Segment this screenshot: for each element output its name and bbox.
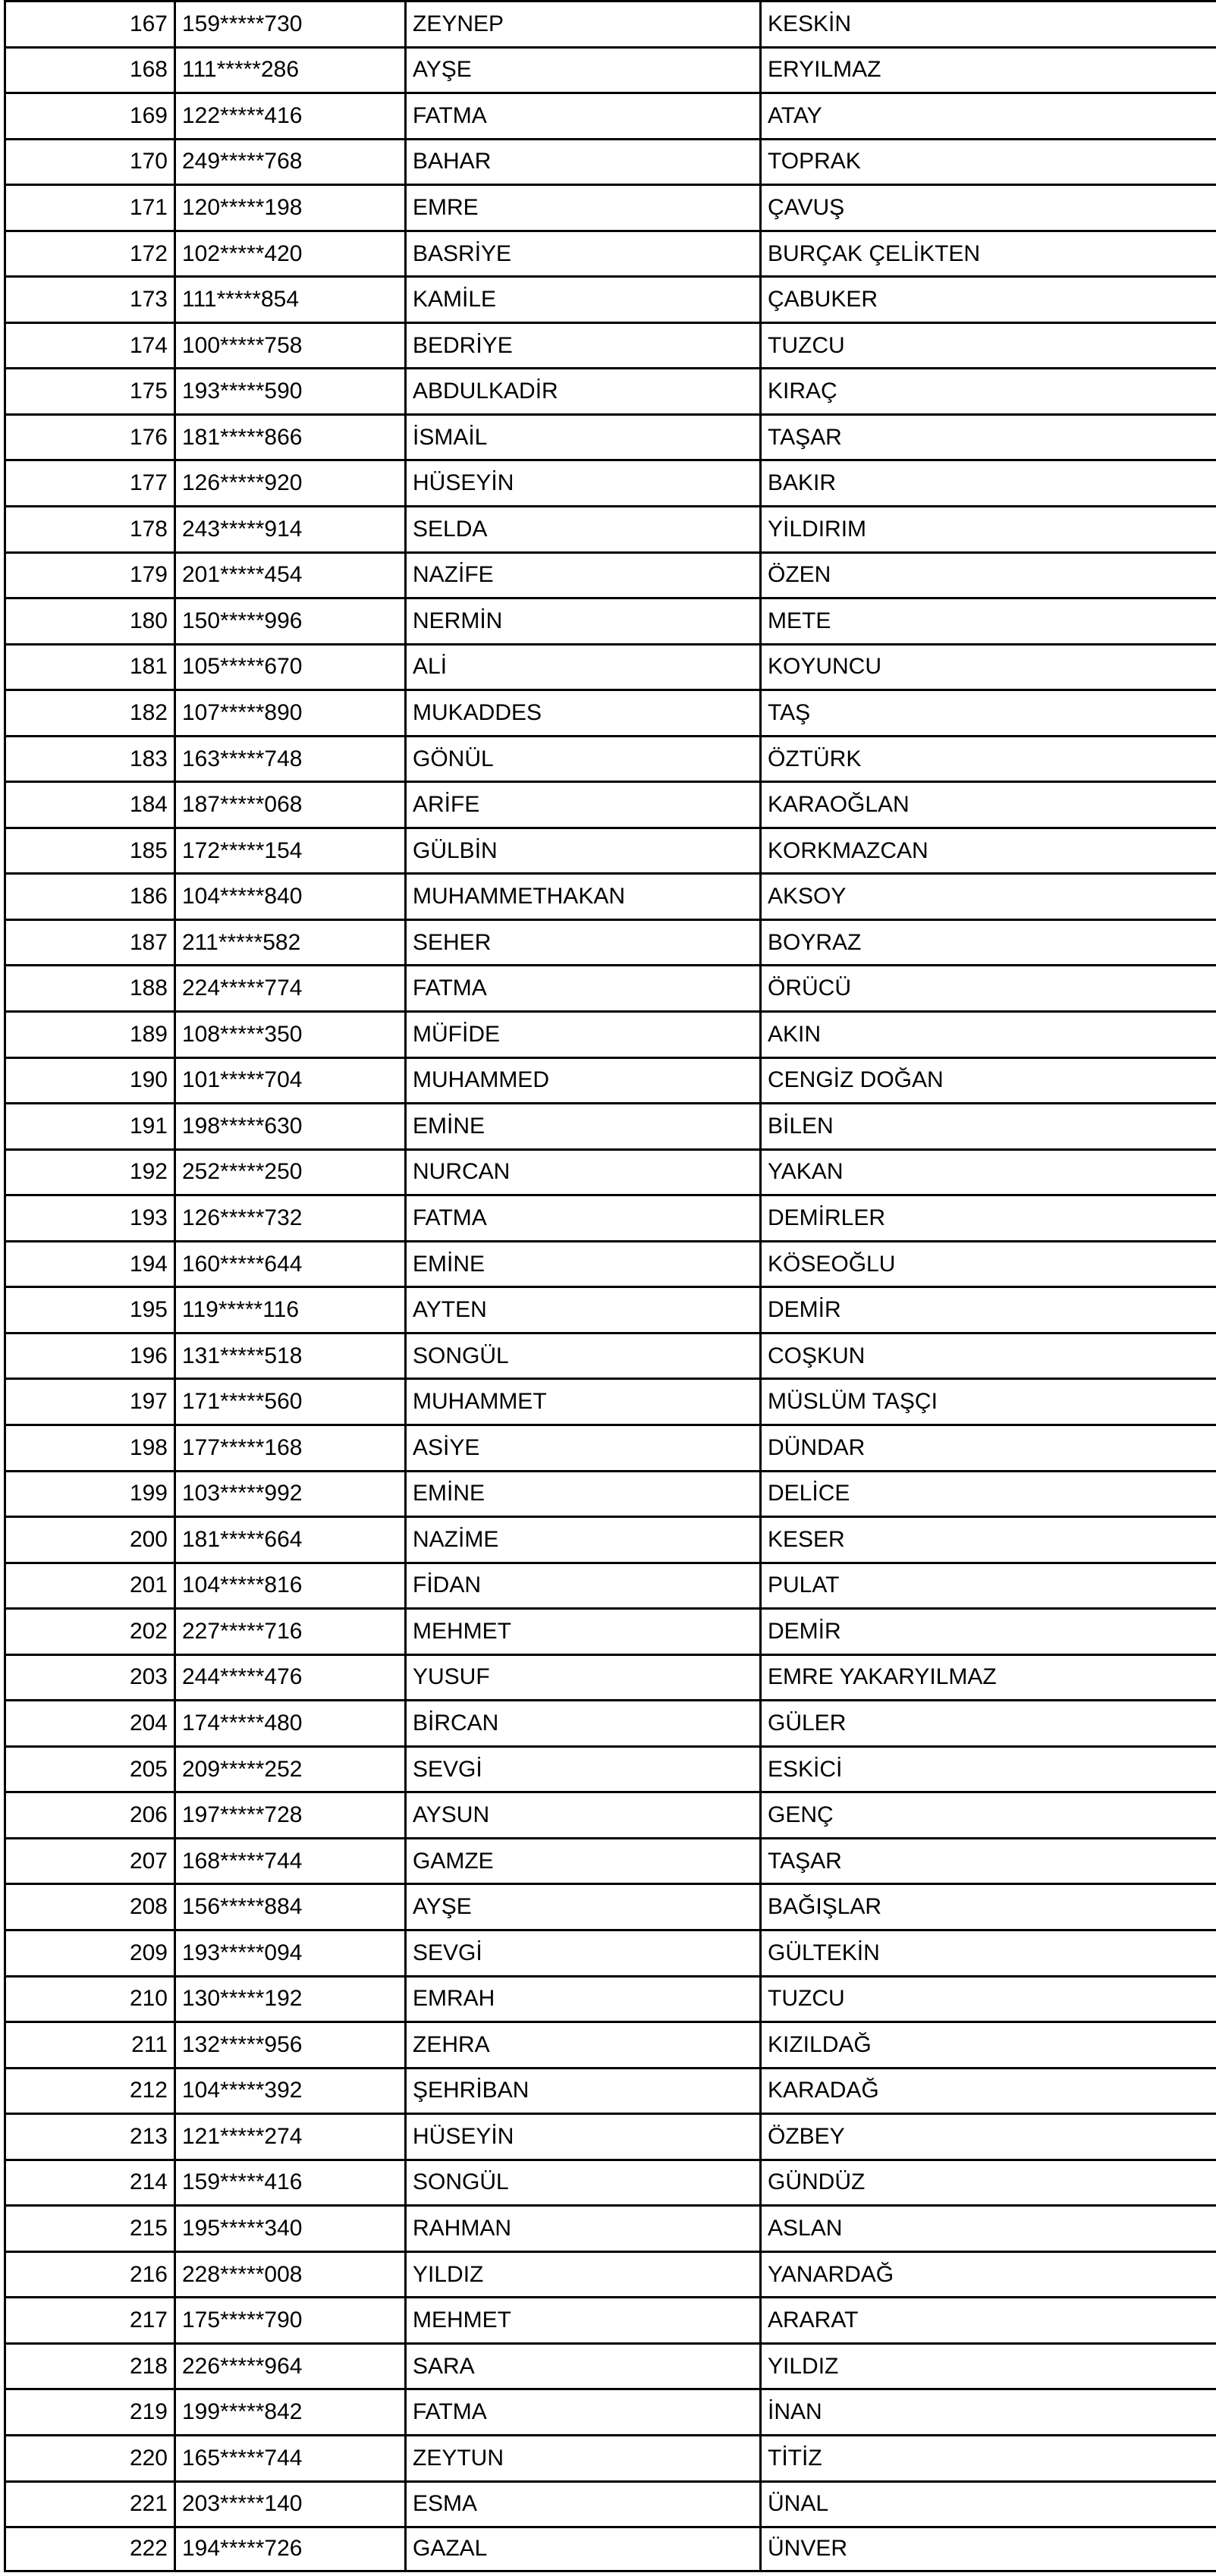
row-index-cell: 175: [4, 367, 174, 413]
row-surname-cell: TAŞAR: [759, 413, 1216, 460]
table-row: [4, 964, 1216, 1010]
table-row: [4, 1516, 1216, 1562]
row-id-cell: 130*****192: [174, 1975, 404, 2022]
row-index-cell: 212: [4, 2067, 174, 2113]
row-id-cell: 132*****956: [174, 2021, 404, 2067]
row-surname-cell: YAKAN: [759, 1148, 1216, 1195]
row-name-cell: SARA: [404, 2342, 759, 2389]
row-name-cell: MEHMET: [404, 2296, 759, 2342]
table-row: [4, 1057, 1216, 1103]
row-index-cell: 182: [4, 689, 174, 735]
row-surname-cell: ÖRÜCÜ: [759, 964, 1216, 1010]
row-index-cell: 169: [4, 92, 174, 138]
records-table: [4, 0, 1216, 2572]
row-surname-cell: TİTİZ: [759, 2434, 1216, 2480]
row-id-cell: 168*****744: [174, 1837, 404, 1883]
row-surname-cell: ÇABUKER: [759, 275, 1216, 322]
row-id-cell: 150*****996: [174, 597, 404, 643]
row-surname-cell: ESKİCİ: [759, 1745, 1216, 1792]
row-id-cell: 175*****790: [174, 2296, 404, 2342]
row-name-cell: AYŞE: [404, 46, 759, 93]
table-row: [4, 1929, 1216, 1975]
table-row: [4, 1883, 1216, 1929]
row-name-cell: NERMİN: [404, 597, 759, 643]
row-index-cell: 196: [4, 1332, 174, 1378]
table-row: [4, 2296, 1216, 2342]
row-surname-cell: AKIN: [759, 1010, 1216, 1057]
table-row: [4, 2021, 1216, 2067]
row-surname-cell: ATAY: [759, 92, 1216, 138]
row-surname-cell: KORKMAZCAN: [759, 827, 1216, 873]
table-row: [4, 735, 1216, 781]
row-index-cell: 197: [4, 1378, 174, 1424]
row-surname-cell: ÖZEN: [759, 551, 1216, 598]
row-surname-cell: ÜNAL: [759, 2480, 1216, 2527]
row-surname-cell: TOPRAK: [759, 138, 1216, 184]
table-row: [4, 643, 1216, 690]
row-id-cell: 244*****476: [174, 1654, 404, 1700]
row-name-cell: AYSUN: [404, 1791, 759, 1837]
row-surname-cell: ERYILMAZ: [759, 46, 1216, 93]
table-row: [4, 322, 1216, 368]
row-name-cell: ARİFE: [404, 781, 759, 827]
row-surname-cell: KESKİN: [759, 0, 1216, 46]
row-index-cell: 189: [4, 1010, 174, 1057]
row-index-cell: 167: [4, 0, 174, 46]
row-surname-cell: KOYUNCU: [759, 643, 1216, 690]
row-index-cell: 214: [4, 2159, 174, 2205]
row-id-cell: 252*****250: [174, 1148, 404, 1195]
row-index-cell: 215: [4, 2204, 174, 2251]
row-index-cell: 221: [4, 2480, 174, 2527]
row-index-cell: 206: [4, 1791, 174, 1837]
row-index-cell: 185: [4, 827, 174, 873]
row-name-cell: SONGÜL: [404, 1332, 759, 1378]
row-surname-cell: ÖZTÜRK: [759, 735, 1216, 781]
row-surname-cell: GÜNDÜZ: [759, 2159, 1216, 2205]
row-index-cell: 202: [4, 1607, 174, 1654]
row-id-cell: 194*****726: [174, 2526, 404, 2572]
row-name-cell: NURCAN: [404, 1148, 759, 1195]
row-surname-cell: AKSOY: [759, 872, 1216, 919]
row-id-cell: 121*****274: [174, 2113, 404, 2159]
row-index-cell: 220: [4, 2434, 174, 2480]
row-index-cell: 209: [4, 1929, 174, 1975]
row-index-cell: 168: [4, 46, 174, 93]
row-index-cell: 219: [4, 2388, 174, 2434]
row-id-cell: 197*****728: [174, 1791, 404, 1837]
row-index-cell: 176: [4, 413, 174, 460]
row-id-cell: 224*****774: [174, 964, 404, 1010]
row-index-cell: 205: [4, 1745, 174, 1792]
row-name-cell: FATMA: [404, 964, 759, 1010]
row-index-cell: 213: [4, 2113, 174, 2159]
row-surname-cell: DEMİR: [759, 1286, 1216, 1332]
row-index-cell: 194: [4, 1240, 174, 1286]
table-row: [4, 1332, 1216, 1378]
row-name-cell: MUKADDES: [404, 689, 759, 735]
row-surname-cell: ARARAT: [759, 2296, 1216, 2342]
row-id-cell: 103*****992: [174, 1470, 404, 1516]
table-row: [4, 2388, 1216, 2434]
table-row: [4, 1286, 1216, 1332]
table-row: [4, 367, 1216, 413]
row-id-cell: 249*****768: [174, 138, 404, 184]
row-surname-cell: DEMİRLER: [759, 1194, 1216, 1240]
row-index-cell: 170: [4, 138, 174, 184]
row-id-cell: 181*****664: [174, 1516, 404, 1562]
row-name-cell: ŞEHRİBAN: [404, 2067, 759, 2113]
table-row: [4, 1148, 1216, 1195]
table-row: [4, 872, 1216, 919]
row-id-cell: 193*****094: [174, 1929, 404, 1975]
row-index-cell: 204: [4, 1699, 174, 1745]
row-name-cell: SONGÜL: [404, 2159, 759, 2205]
row-index-cell: 183: [4, 735, 174, 781]
row-name-cell: ASİYE: [404, 1424, 759, 1470]
row-index-cell: 188: [4, 964, 174, 1010]
table-row: [4, 46, 1216, 93]
row-index-cell: 180: [4, 597, 174, 643]
row-surname-cell: DÜNDAR: [759, 1424, 1216, 1470]
row-name-cell: ZEYNEP: [404, 0, 759, 46]
row-surname-cell: GENÇ: [759, 1791, 1216, 1837]
row-name-cell: GAMZE: [404, 1837, 759, 1883]
row-index-cell: 187: [4, 919, 174, 965]
table-row: [4, 2159, 1216, 2205]
row-id-cell: 163*****748: [174, 735, 404, 781]
table-row: [4, 1194, 1216, 1240]
table-row: [4, 0, 1216, 46]
row-surname-cell: BAKIR: [759, 459, 1216, 505]
row-index-cell: 186: [4, 872, 174, 919]
row-id-cell: 201*****454: [174, 551, 404, 598]
table-row: [4, 1699, 1216, 1745]
table-row: [4, 689, 1216, 735]
row-surname-cell: DEMİR: [759, 1607, 1216, 1654]
table-row: [4, 2251, 1216, 2297]
row-name-cell: MUHAMMET: [404, 1378, 759, 1424]
row-name-cell: BİRCAN: [404, 1699, 759, 1745]
row-surname-cell: KIZILDAĞ: [759, 2021, 1216, 2067]
row-surname-cell: GÜLTEKİN: [759, 1929, 1216, 1975]
table-row: [4, 1837, 1216, 1883]
row-id-cell: 122*****416: [174, 92, 404, 138]
row-id-cell: 104*****392: [174, 2067, 404, 2113]
row-id-cell: 181*****866: [174, 413, 404, 460]
row-surname-cell: COŞKUN: [759, 1332, 1216, 1378]
row-surname-cell: İNAN: [759, 2388, 1216, 2434]
row-index-cell: 201: [4, 1562, 174, 1608]
table-row: [4, 1010, 1216, 1057]
table-row: [4, 2113, 1216, 2159]
row-id-cell: 156*****884: [174, 1883, 404, 1929]
row-name-cell: HÜSEYİN: [404, 459, 759, 505]
row-name-cell: SEVGİ: [404, 1929, 759, 1975]
row-name-cell: NAZİME: [404, 1516, 759, 1562]
row-surname-cell: METE: [759, 597, 1216, 643]
row-surname-cell: DELİCE: [759, 1470, 1216, 1516]
row-name-cell: HÜSEYİN: [404, 2113, 759, 2159]
row-surname-cell: MÜSLÜM TAŞÇI: [759, 1378, 1216, 1424]
row-name-cell: BEDRİYE: [404, 322, 759, 368]
row-surname-cell: ÖZBEY: [759, 2113, 1216, 2159]
table-row: [4, 2342, 1216, 2389]
row-index-cell: 191: [4, 1102, 174, 1148]
row-id-cell: 227*****716: [174, 1607, 404, 1654]
row-surname-cell: GÜLER: [759, 1699, 1216, 1745]
row-id-cell: 199*****842: [174, 2388, 404, 2434]
row-id-cell: 159*****730: [174, 0, 404, 46]
row-surname-cell: BOYRAZ: [759, 919, 1216, 965]
row-surname-cell: YANARDAĞ: [759, 2251, 1216, 2297]
row-name-cell: EMRE: [404, 184, 759, 230]
row-id-cell: 105*****670: [174, 643, 404, 690]
row-id-cell: 165*****744: [174, 2434, 404, 2480]
row-index-cell: 178: [4, 505, 174, 551]
row-index-cell: 173: [4, 275, 174, 322]
row-index-cell: 203: [4, 1654, 174, 1700]
row-id-cell: 100*****758: [174, 322, 404, 368]
row-name-cell: MUHAMMETHAKAN: [404, 872, 759, 919]
row-name-cell: İSMAİL: [404, 413, 759, 460]
table-row: [4, 92, 1216, 138]
row-surname-cell: EMRE YAKARYILMAZ: [759, 1654, 1216, 1700]
table-row: [4, 230, 1216, 276]
row-name-cell: NAZİFE: [404, 551, 759, 598]
row-index-cell: 181: [4, 643, 174, 690]
table-row: [4, 1424, 1216, 1470]
row-surname-cell: KARAOĞLAN: [759, 781, 1216, 827]
table-row: [4, 1562, 1216, 1608]
row-id-cell: 101*****704: [174, 1057, 404, 1103]
table-row: [4, 597, 1216, 643]
row-name-cell: SEHER: [404, 919, 759, 965]
row-name-cell: FATMA: [404, 92, 759, 138]
row-name-cell: SEVGİ: [404, 1745, 759, 1792]
row-name-cell: FATMA: [404, 1194, 759, 1240]
row-id-cell: 159*****416: [174, 2159, 404, 2205]
row-surname-cell: TUZCU: [759, 322, 1216, 368]
row-name-cell: RAHMAN: [404, 2204, 759, 2251]
row-index-cell: 179: [4, 551, 174, 598]
row-name-cell: MUHAMMED: [404, 1057, 759, 1103]
row-name-cell: SELDA: [404, 505, 759, 551]
row-index-cell: 216: [4, 2251, 174, 2297]
table-row: [4, 1102, 1216, 1148]
row-surname-cell: YILDIZ: [759, 2342, 1216, 2389]
row-name-cell: ZEHRA: [404, 2021, 759, 2067]
table-row: [4, 2067, 1216, 2113]
table-row: [4, 459, 1216, 505]
row-id-cell: 228*****008: [174, 2251, 404, 2297]
table-row: [4, 827, 1216, 873]
row-name-cell: BAHAR: [404, 138, 759, 184]
table-row: [4, 1240, 1216, 1286]
row-id-cell: 119*****116: [174, 1286, 404, 1332]
row-surname-cell: BURÇAK ÇELİKTEN: [759, 230, 1216, 276]
row-id-cell: 160*****644: [174, 1240, 404, 1286]
row-surname-cell: KARADAĞ: [759, 2067, 1216, 2113]
row-name-cell: EMRAH: [404, 1975, 759, 2022]
table-row: [4, 1607, 1216, 1654]
row-surname-cell: KIRAÇ: [759, 367, 1216, 413]
table-row: [4, 184, 1216, 230]
row-surname-cell: BAĞIŞLAR: [759, 1883, 1216, 1929]
row-surname-cell: TUZCU: [759, 1975, 1216, 2022]
row-surname-cell: CENGİZ DOĞAN: [759, 1057, 1216, 1103]
row-index-cell: 198: [4, 1424, 174, 1470]
table-row: [4, 551, 1216, 598]
row-index-cell: 210: [4, 1975, 174, 2022]
row-id-cell: 126*****732: [174, 1194, 404, 1240]
row-index-cell: 193: [4, 1194, 174, 1240]
table-row: [4, 1791, 1216, 1837]
row-name-cell: MEHMET: [404, 1607, 759, 1654]
row-id-cell: 195*****340: [174, 2204, 404, 2251]
row-index-cell: 217: [4, 2296, 174, 2342]
row-name-cell: AYTEN: [404, 1286, 759, 1332]
row-name-cell: EMİNE: [404, 1102, 759, 1148]
table-row: [4, 275, 1216, 322]
row-name-cell: FATMA: [404, 2388, 759, 2434]
row-index-cell: 174: [4, 322, 174, 368]
row-id-cell: 107*****890: [174, 689, 404, 735]
row-index-cell: 222: [4, 2526, 174, 2572]
row-name-cell: GÜLBİN: [404, 827, 759, 873]
row-index-cell: 192: [4, 1148, 174, 1195]
row-name-cell: FİDAN: [404, 1562, 759, 1608]
row-index-cell: 207: [4, 1837, 174, 1883]
table-row: [4, 138, 1216, 184]
row-id-cell: 177*****168: [174, 1424, 404, 1470]
row-index-cell: 184: [4, 781, 174, 827]
table-row: [4, 1745, 1216, 1792]
row-id-cell: 126*****920: [174, 459, 404, 505]
row-index-cell: 208: [4, 1883, 174, 1929]
table-row: [4, 2480, 1216, 2527]
row-name-cell: KAMİLE: [404, 275, 759, 322]
row-id-cell: 193*****590: [174, 367, 404, 413]
table-row: [4, 2434, 1216, 2480]
table-row: [4, 1378, 1216, 1424]
table-row: [4, 505, 1216, 551]
row-id-cell: 226*****964: [174, 2342, 404, 2389]
row-surname-cell: TAŞ: [759, 689, 1216, 735]
row-id-cell: 187*****068: [174, 781, 404, 827]
row-id-cell: 104*****840: [174, 872, 404, 919]
row-id-cell: 104*****816: [174, 1562, 404, 1608]
row-id-cell: 111*****854: [174, 275, 404, 322]
row-surname-cell: PULAT: [759, 1562, 1216, 1608]
row-name-cell: ALİ: [404, 643, 759, 690]
row-id-cell: 120*****198: [174, 184, 404, 230]
row-id-cell: 174*****480: [174, 1699, 404, 1745]
row-id-cell: 203*****140: [174, 2480, 404, 2527]
row-name-cell: GÖNÜL: [404, 735, 759, 781]
table-row: [4, 781, 1216, 827]
table-row: [4, 919, 1216, 965]
row-index-cell: 171: [4, 184, 174, 230]
table-row: [4, 2526, 1216, 2572]
row-index-cell: 199: [4, 1470, 174, 1516]
table-row: [4, 1654, 1216, 1700]
row-surname-cell: BİLEN: [759, 1102, 1216, 1148]
row-name-cell: BASRİYE: [404, 230, 759, 276]
table-row: [4, 1470, 1216, 1516]
row-name-cell: EMİNE: [404, 1470, 759, 1516]
row-index-cell: 190: [4, 1057, 174, 1103]
row-index-cell: 172: [4, 230, 174, 276]
row-id-cell: 243*****914: [174, 505, 404, 551]
row-id-cell: 171*****560: [174, 1378, 404, 1424]
row-id-cell: 108*****350: [174, 1010, 404, 1057]
row-index-cell: 177: [4, 459, 174, 505]
row-name-cell: ABDULKADİR: [404, 367, 759, 413]
row-name-cell: YILDIZ: [404, 2251, 759, 2297]
table-row: [4, 1975, 1216, 2022]
row-id-cell: 131*****518: [174, 1332, 404, 1378]
row-id-cell: 102*****420: [174, 230, 404, 276]
row-surname-cell: ÇAVUŞ: [759, 184, 1216, 230]
row-id-cell: 198*****630: [174, 1102, 404, 1148]
row-surname-cell: TAŞAR: [759, 1837, 1216, 1883]
row-surname-cell: YİLDIRIM: [759, 505, 1216, 551]
row-name-cell: ESMA: [404, 2480, 759, 2527]
row-index-cell: 195: [4, 1286, 174, 1332]
row-surname-cell: KÖSEOĞLU: [759, 1240, 1216, 1286]
row-name-cell: ZEYTUN: [404, 2434, 759, 2480]
row-surname-cell: KESER: [759, 1516, 1216, 1562]
table-row: [4, 413, 1216, 460]
row-index-cell: 211: [4, 2021, 174, 2067]
row-name-cell: MÜFİDE: [404, 1010, 759, 1057]
row-index-cell: 200: [4, 1516, 174, 1562]
row-id-cell: 111*****286: [174, 46, 404, 93]
table-row: [4, 2204, 1216, 2251]
row-name-cell: GAZAL: [404, 2526, 759, 2572]
row-name-cell: YUSUF: [404, 1654, 759, 1700]
records-table-body: [4, 0, 1216, 2572]
row-name-cell: EMİNE: [404, 1240, 759, 1286]
row-index-cell: 218: [4, 2342, 174, 2389]
row-id-cell: 172*****154: [174, 827, 404, 873]
row-surname-cell: ASLAN: [759, 2204, 1216, 2251]
row-surname-cell: ÜNVER: [759, 2526, 1216, 2572]
row-id-cell: 211*****582: [174, 919, 404, 965]
row-name-cell: AYŞE: [404, 1883, 759, 1929]
row-id-cell: 209*****252: [174, 1745, 404, 1792]
